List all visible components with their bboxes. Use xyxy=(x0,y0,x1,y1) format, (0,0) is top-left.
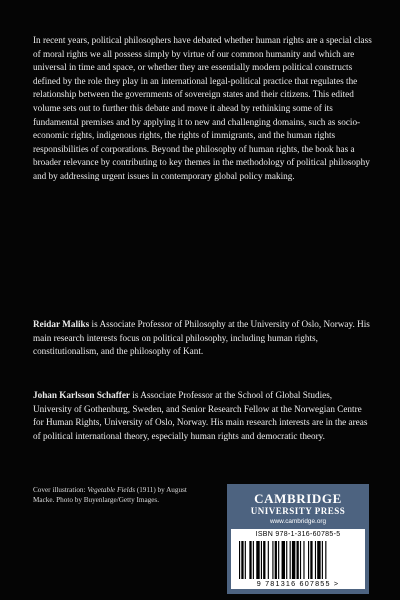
barcode-digits: 9 781316 607855 > xyxy=(256,579,340,588)
book-description: In recent years, political philosophers have debated whether human rights are a special class of moral rights we all possess simply by virtue of our common humanity and which are universal in time and space, or whether they are essentially modern political constructs defined by the role they play in an international legal-political practice that regulates the relationship between the governments of sovereign states and their citizens. This edited volume sets out to further this debate and move it ahead by rethinking some of its fundamental premises and by applying it to new and challenging domains, such as socio-economic rights, indigenous rights, the rights of immigrants, and the human rights responsibilities of corporations. Beyond the philosophy of human rights, the book has a broader relevance by contributing to key themes in the methodology of political philosophy and by addressing urgent issues in contemporary global policy making. xyxy=(33,35,372,181)
publisher-name: CAMBRIDGE xyxy=(254,491,342,506)
barcode-icon xyxy=(239,541,357,579)
isbn-label: ISBN 978-1-316-60785-5 xyxy=(255,531,341,538)
author-bio-maliks xyxy=(33,318,373,359)
artwork-title: Vegetable Fields xyxy=(87,486,136,494)
publisher-panel xyxy=(227,484,369,594)
isbn-barcode-panel xyxy=(231,529,365,589)
publisher-subtitle: UNIVERSITY PRESS xyxy=(250,506,346,516)
author-name: Reidar Maliks xyxy=(33,319,90,329)
author-bio-text: is Associate Professor of Philosophy at the University of Oslo, Norway. His main research interests focus on political philosophy, including human rights, constitutionalism, and the philosophy of Kant. xyxy=(33,319,370,357)
author-bio-schaffer xyxy=(33,389,373,443)
author-bio-text: is Associate Professor at the School of Global Studies, University of Gothenburg, Sweden, and Senior Research Fellow at the Norwegian Centre for Human Rights, University of Oslo, Norway. His main research interests are in the areas of political international theory, especially human rights and democratic theory. xyxy=(33,390,368,441)
credit-suffix: (1911) by August Macke. Photo by Buyenlarge/Getty Images. xyxy=(33,486,187,505)
author-name: Johan Karlsson Schaffer xyxy=(33,390,130,400)
credit-prefix: Cover illustration: xyxy=(33,486,88,494)
publisher-url: www.cambridge.org xyxy=(269,518,327,525)
cover-illustration-credit xyxy=(33,485,203,505)
